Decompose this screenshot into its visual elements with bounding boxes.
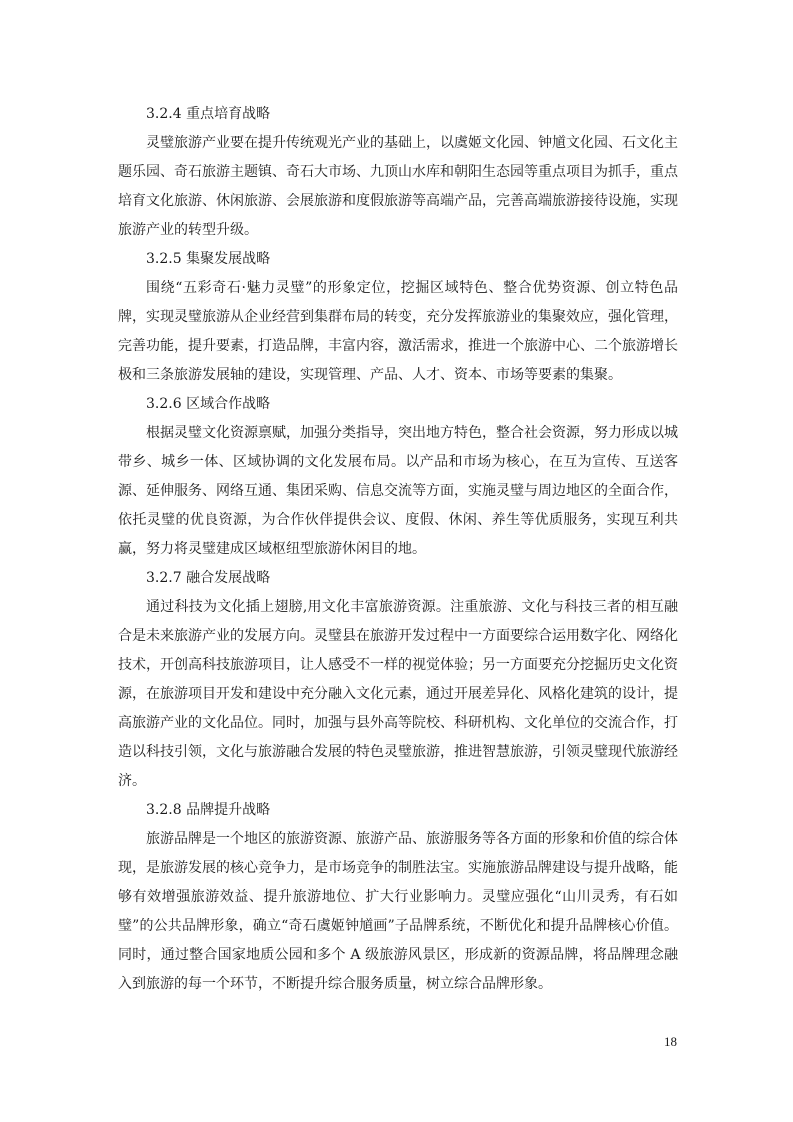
section-paragraph: 旅游品牌是一个地区的旅游资源、旅游产品、旅游服务等各方面的形象和价值的综合体现，是旅游发展的核心竞争力，是市场竞争的制胜法宝。实施旅游品牌建设与提升战略，能够有效增强旅游效益、提升旅游地位、扩大行业影响力。灵璧应强化“山川灵秀，有石如璧”的公共品牌形象，确立“奇石虞姬钟馗画”子品牌系统，不断优化和提升品牌核心价值。同时，通过整合国家地质公园和多个 A 级旅游风景区，形成新的资源品牌，将品牌理念融入到旅游的每一个环节，不断提升综合服务质量，树立综合品牌形象。 — [118, 831, 678, 992]
section-heading: 3.2.8 品牌提升战略 — [146, 802, 271, 818]
section-paragraph: 灵璧旅游产业要在提升传统观光产业的基础上，以虞姬文化园、钟馗文化园、石文化主题乐园、奇石旅游主题镇、奇石大市场、九顶山水库和朝阳生态园等重点项目为抓手，重点培育文化旅游、休闲旅游、会展旅游和度假旅游等高端产品，完善高端旅游接待设施，实现旅游产业的转型升级。 — [118, 135, 678, 238]
section-3-2-7 — [118, 564, 678, 796]
section-heading: 3.2.4 重点培育战略 — [146, 106, 271, 122]
section-paragraph: 根据灵璧文化资源禀赋，加强分类指导，突出地方特色，整合社会资源，努力形成以城带乡、城乡一体、区域协调的文化发展布局。以产品和市场为核心，在互为宣传、互送客源、延伸服务、网络互通、集团采购、信息交流等方面，实施灵璧与周边地区的全面合作，依托灵璧的优良资源，为合作伙伴提供会议、度假、休闲、养生等优质服务，实现互利共赢，努力将灵璧建成区域枢纽型旅游休闲目的地。 — [118, 425, 678, 557]
page-number: 18 — [664, 1034, 677, 1049]
section-3-2-4 — [118, 100, 678, 245]
section-paragraph: 通过科技为文化插上翅膀,用文化丰富旅游资源。注重旅游、文化与科技三者的相互融合是未来旅游产业的发展方向。灵璧县在旅游开发过程中一方面要综合运用数字化、网络化技术，开创高科技旅游项目，让人感受不一样的视觉体验；另一方面要充分挖掘历史文化资源，在旅游项目开发和建设中充分融入文化元素，通过开展差异化、风格化建筑的设计，提高旅游产业的文化品位。同时，加强与县外高等院校、科研机构、文化单位的交流合作，打造以科技引领，文化与旅游融合发展的特色灵璧旅游，推进智慧旅游，引领灵璧现代旅游经济。 — [118, 599, 678, 789]
section-paragraph: 围绕“五彩奇石·魅力灵璧”的形象定位，挖掘区域特色、整合优势资源、创立特色品牌，实现灵璧旅游从企业经营到集群布局的转变，充分发挥旅游业的集聚效应，强化管理，完善功能，提升要素，打造品牌，丰富内容，激活需求，推进一个旅游中心、二个旅游增长极和三条旅游发展轴的建设，实现管理、产品、人才、资本、市场等要素的集聚。 — [118, 280, 678, 383]
document-page — [118, 100, 678, 999]
section-heading: 3.2.7 融合发展战略 — [146, 570, 271, 586]
section-3-2-8 — [118, 796, 678, 999]
section-heading: 3.2.6 区域合作战略 — [146, 396, 271, 412]
section-heading: 3.2.5 集聚发展战略 — [146, 251, 271, 267]
section-3-2-5 — [118, 245, 678, 390]
section-3-2-6 — [118, 390, 678, 564]
